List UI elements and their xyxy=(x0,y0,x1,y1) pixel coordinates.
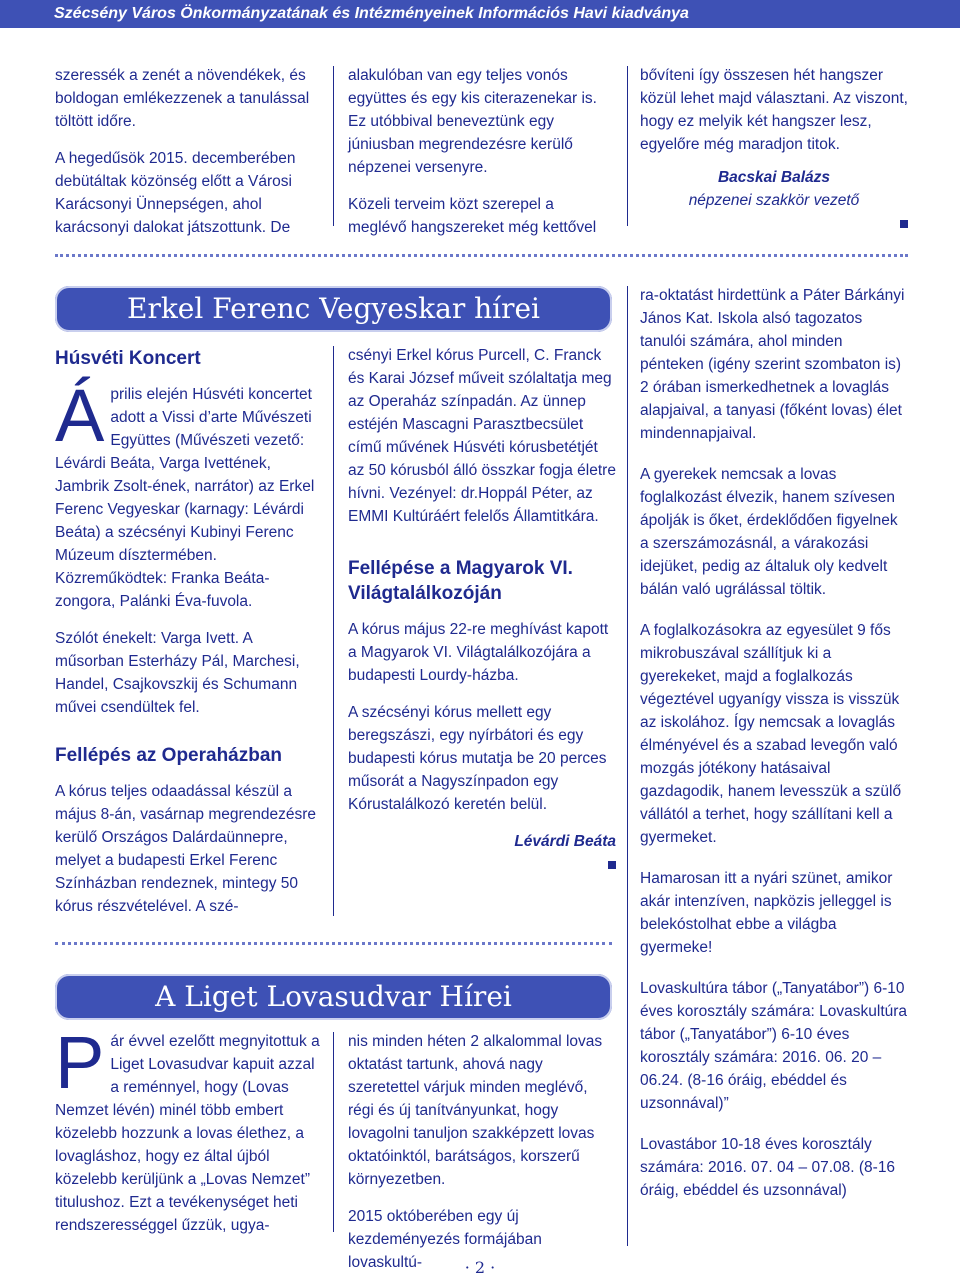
column-divider xyxy=(627,286,628,1246)
paragraph: Lovastábor 10-18 éves korosztály számára: 2016. 07. 04 – 07.08. (8-16 óráig, ebéddel és uzsonnával) xyxy=(640,1136,896,1199)
top-column-3 xyxy=(640,64,908,235)
paragraph: szeressék a zenét a növendékek, és boldogan emlékezzenek a tanulással töltött időre. xyxy=(55,67,310,130)
paragraph: 2015 októberében egy új kezdeményezés formájában lovaskultú- xyxy=(348,1208,542,1271)
section-divider xyxy=(55,254,908,257)
top-column-2 xyxy=(348,64,616,253)
paragraph: nis minden héten 2 alkalommal lovas oktatást tartunk, ahová nagy szeretettel várjuk minden meglévő, régi és új tanítványunkat, hogy lovagolni tanuljon szakképzett lovas oktatóinktól, barátságos, korszerű környezetben. xyxy=(348,1033,603,1188)
paragraph-text: ár évvel ezelőtt megnyitottuk a Liget Lovasudvar kapuit azzal a reménnyel, hogy (Lovas Nemzet lévén) minél több embert közelebb hozzunk a lovas élethez, a lovagláshoz, hogy ez által újból közelebb kerüljünk a „Lovas Nemzet” titulushoz. Ezt a tevékenységet heti rendszerességgel űzzük, ugya- xyxy=(55,1033,320,1234)
liget-column-3 xyxy=(640,284,908,1216)
section-banner-liget: A Liget Lovasudvar Hírei xyxy=(55,974,612,1020)
subheading: Fellépése a Magyarok VI. Világtalálkozóján xyxy=(348,558,573,604)
paragraph: alakulóban van egy teljes vonós együttes és egy kis citerazenekar is. Ez utóbbival beneveztünk egy júniusban megrendezésre kerülő népzenei versenyre. xyxy=(348,67,597,176)
paragraph: csényi Erkel kórus Purcell, C. Franck és Karai József műveit szólaltatja meg az Operaház színpadán. Az ünnep estéjén Mascagni Parasztbecsület című művének Húsvéti kórusbetétjét az 50 kórusból álló összkar fogja életre hívni. Vezényel: dr.Hoppál Péter, az EMMI Kultúráért felelős Államtitkára. xyxy=(348,347,616,525)
paragraph xyxy=(55,1021,323,1237)
paragraph: A foglalkozásokra az egyesület 9 fős mikrobuszával szállítjuk ki a gyerekeket, majd a foglalkozás végeztével ugyanígy vissza is visszük az iskolához. Így nemcsak a lovaglás élményével és a szabad levegőn való mozgás jótékony hatásaival gazdagodik, hanem levesszük a szülő vállától a terhet, hogy szállítani kell a gyermeket. xyxy=(640,622,902,846)
paragraph: A szécsényi kórus mellett egy beregszászi, egy nyírbátori és egy budapesti kórus mutatja be 20 perces műsorát a Nagyszínpadon egy Kórustalálkozó keretén belül. xyxy=(348,704,607,813)
paragraph: Lovaskultúra tábor („Tanyatábor”) 6-10 éves korosztály számára: Lovaskultúra tábor („Tanyatábor”) 6-10 éves korosztály számára: 2016. 06. 20 – 06.24. (8-16 óráig, ebéddel és uzsonnával)” xyxy=(640,980,908,1112)
signature-role: népzenei szakkör vezető xyxy=(688,192,860,209)
publication-header: Szécsény Város Önkormányzatának és Intézményeinek Információs Havi kiadványa xyxy=(0,0,960,28)
paragraph: bővíteni így összesen hét hangszer közül lehet majd választani. Az viszont, hogy ez melyik két hangszer lesz, egyelőre még maradjon titok. xyxy=(640,67,908,153)
subheading: Húsvéti Koncert xyxy=(55,348,201,369)
column-divider xyxy=(333,346,334,916)
section-divider xyxy=(55,942,612,945)
paragraph: A hegedűsök 2015. decemberében debütáltak közönség előtt a Városi Karácsonyi Ünnepségen, ahol karácsonyi dalokat játszottunk. De xyxy=(55,150,296,236)
top-column-1 xyxy=(55,64,323,253)
paragraph: A gyerekek nemcsak a lovas foglalkozást élvezik, hanem szívesen ápolják is őket, érdeklődően figyelnek a szerszámozásnál, a várakozási idejüket, pedig az általuk oly kedvelt bálán való ugrálással töltik. xyxy=(640,466,898,598)
column-divider xyxy=(333,66,334,226)
drop-cap: Á xyxy=(55,374,105,457)
erkel-column-1 xyxy=(55,346,323,932)
paragraph: ra-oktatást hirdettünk a Páter Bárkányi János Kat. Iskola alsó tagozatos tanulói számára, ahol minden pénteken (igény szerint szombaton is) 2 órában ismerkedhetnek a lovaglás alapjaival, a tanyasi (főként lovas) élet mindennapjaival. xyxy=(640,287,905,442)
page-number: · 2 · xyxy=(464,1258,496,1277)
paragraph: Szólót énekelt: Varga Ivett. A műsorban Esterházy Pál, Marchesi, Handel, Csajkovszkij és Schumann művei csendültek fel. xyxy=(55,630,300,716)
paragraph: A kórus május 22-re meghívást kapott a Magyarok VI. Világtalálkozójára a budapesti Lourdy-házba. xyxy=(348,621,609,684)
paragraph xyxy=(55,374,323,613)
paragraph: Hamarosan itt a nyári szünet, amikor akár intenzíven, napközis jelleggel is belekóstolhat ebbe a világba gyermeke! xyxy=(640,870,893,956)
liget-column-1 xyxy=(55,1021,323,1251)
drop-cap: P xyxy=(55,1021,105,1104)
signature-name: Bacskai Balázs xyxy=(717,169,831,186)
subheading: Fellépés az Operaházban xyxy=(55,745,283,766)
paragraph-text: prilis elején Húsvéti koncertet adott a Vissi d’arte Művészeti Együttes (Művészeti vezető: Lévárdi Beáta, Varga Ivettének, Jambrik Zsolt-ének, narrátor) az Erkel Ferenc Vegyeskar (karnagy: Lévárdi Beáta) a szécsényi Kubinyi Ferenc Múzeum dísztermében. Közreműködtek: Franka Beáta-zongora, Palánki Éva-fuvola. xyxy=(55,386,315,610)
end-mark xyxy=(900,220,908,228)
signature-name: Lévárdi Beáta xyxy=(514,833,616,850)
paragraph: A kórus teljes odaadással készül a május 8-án, vasárnap megrendezésre kerülő Országos Dalárdaünnepre, melyet a budapesti Erkel Ferenc Színházban rendeznek, mintegy 50 kórus részvételével. A szé- xyxy=(55,783,317,915)
section-banner-erkel: Erkel Ferenc Vegyeskar hírei xyxy=(55,286,612,332)
erkel-column-2 xyxy=(348,344,616,876)
liget-column-2 xyxy=(348,1030,616,1288)
end-mark xyxy=(608,861,616,869)
column-divider xyxy=(333,1032,334,1232)
paragraph: Közeli terveim közt szerepel a meglévő hangszereket még kettővel xyxy=(348,196,597,236)
column-divider xyxy=(627,66,628,226)
